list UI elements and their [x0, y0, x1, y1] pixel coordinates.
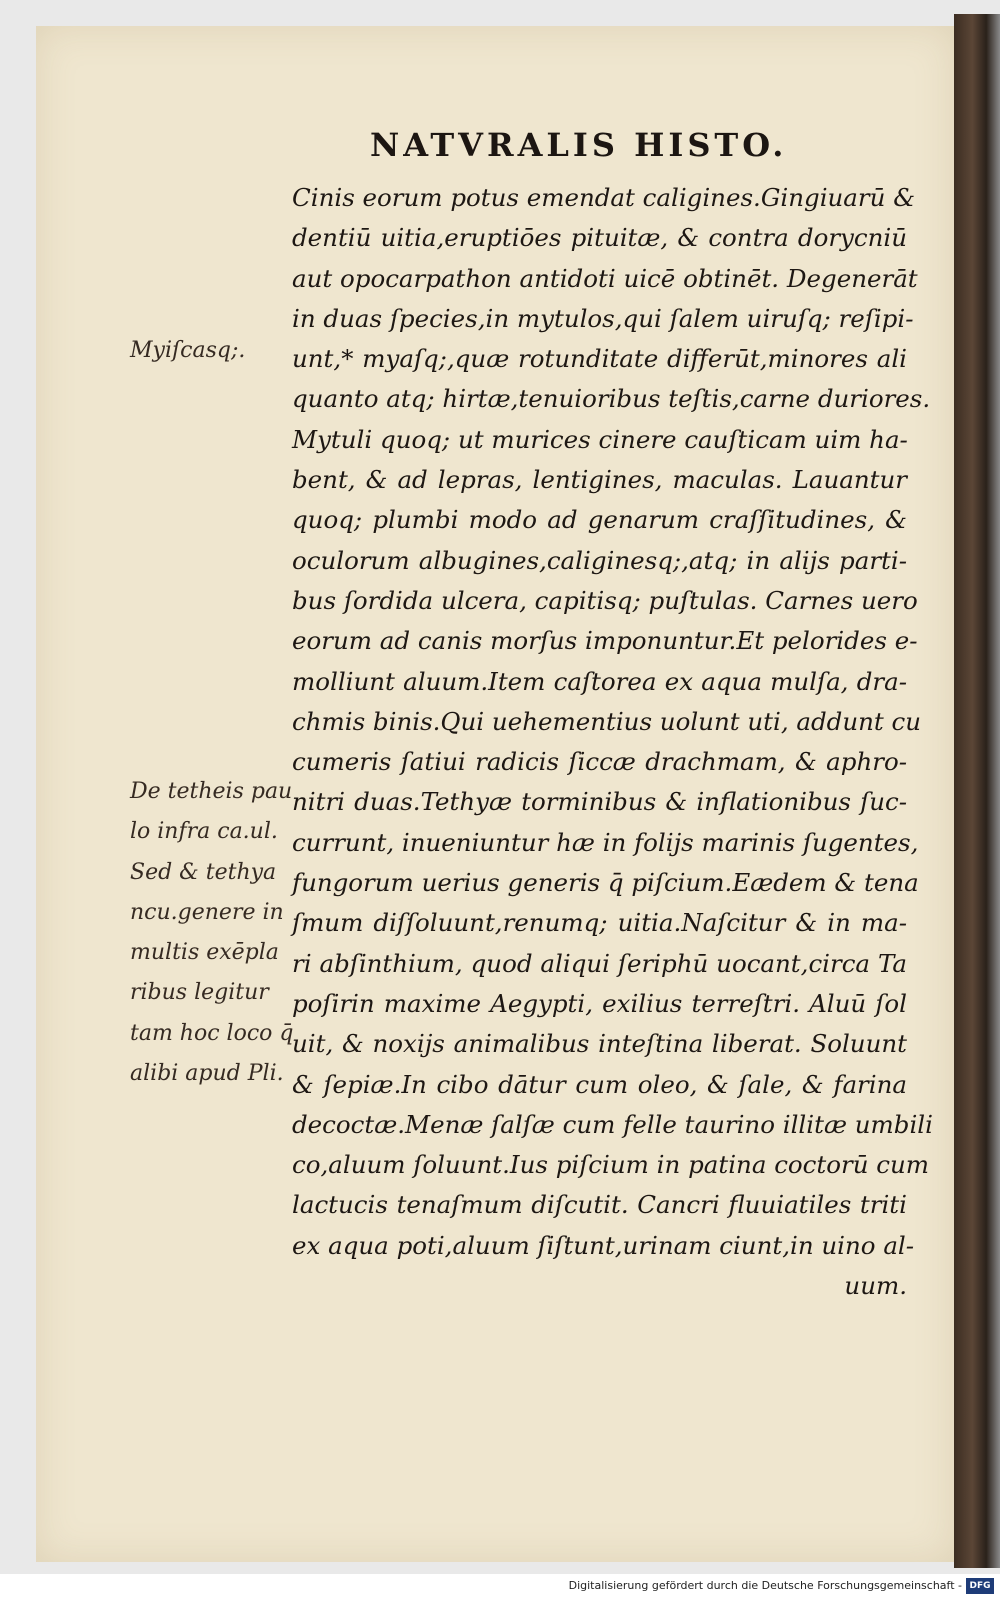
text-line: oculorum albugines,caliginesq;,atq; in alijs parti- — [292, 545, 907, 575]
text-line: bent, & ad lepras, lentigines, maculas. Lauantur — [292, 465, 907, 495]
text-line: lactucis tenaſmum diſcutit. Cancri fluuiatiles triti — [292, 1190, 907, 1220]
text-line: ri abſinthium, quod aliqui ſeriphū uocant,circa Ta — [292, 948, 907, 978]
text-line: eorum ad canis morſus imponuntur.Et pelorides e- — [292, 626, 918, 656]
text-line: ex aqua poti,aluum ſiſtunt,urinam ciunt,in uino al- — [292, 1230, 915, 1260]
text-line: aut opocarpathon antidoti uicē obtinēt. Degenerāt — [292, 263, 918, 293]
text-line: currunt, inueniuntur hæ in folijs marinis ſugentes, — [292, 827, 919, 857]
margin-note-line: multis exēpla — [130, 940, 279, 966]
margin-note-line: alibi apud Pli. — [130, 1061, 284, 1087]
text-line: uit, & noxijs animalibus inteſtina liberat. Soluunt — [292, 1029, 907, 1059]
footer-credit: Digitalisierung gefördert durch die Deutsche Forschungsgemeinschaft - — [568, 1579, 962, 1592]
text-line: cumeris ſatiui radicis ſiccæ drachmam, & aphro- — [292, 747, 907, 777]
margin-note-tethea — [130, 772, 293, 1094]
footer-bar — [0, 1574, 1000, 1600]
text-line: co,aluum ſoluunt.Ius piſcium in patina coctorū cum — [292, 1150, 930, 1180]
margin-note-line: lo infra ca.ul. — [130, 819, 278, 845]
text-line: ſmum diſſoluunt,renumq; uitia.Naſcitur & in ma- — [292, 908, 907, 938]
margin-note-line: tam hoc loco q̄ — [130, 1020, 294, 1046]
margin-note-myiscas: Myiſcasq;. — [130, 338, 246, 363]
text-line: quoq; plumbi modo ad genarum craſſitudines, & — [292, 505, 907, 535]
text-line: chmis binis.Qui uehementius uolunt uti, addunt cu — [292, 706, 922, 736]
text-line: & ſepiæ.In cibo dātur cum oleo, & ſale, & farina — [292, 1069, 907, 1099]
text-line: dentiū uitia,eruptiōes pituitæ, & contra dorycniū — [292, 223, 907, 253]
main-text-block — [292, 178, 933, 1306]
text-line: nitri duas.Tethyæ torminibus & inflationibus ſuc- — [292, 787, 907, 817]
text-line-catchword: uum. — [844, 1271, 907, 1301]
running-title: NATVRALIS HISTO. — [370, 126, 788, 164]
text-line: poſirin maxime Aegypti, exilius terreſtri. Aluū ſol — [292, 988, 907, 1018]
text-line: quanto atq; hirtæ,tenuioribus teſtis,carne duriores. — [292, 384, 931, 414]
text-line: Mytuli quoq; ut murices cinere cauſticam uim ha- — [292, 424, 908, 454]
margin-note-line: ribus legitur — [130, 980, 269, 1006]
text-line: Cinis eorum potus emendat caligines.Gingiuarū & — [292, 183, 916, 212]
text-line: molliunt aluum.Item caſtorea ex aqua mulſa, dra- — [292, 666, 907, 696]
margin-note-line: Sed & tethya — [130, 859, 277, 885]
text-line: unt,* myaſq;,quæ rotunditate differūt,minores ali — [292, 344, 907, 374]
book-spine — [954, 14, 1000, 1568]
text-line: bus ſordida ulcera, capitisq; puſtulas. Carnes uero — [292, 585, 918, 615]
margin-note-line: ncu.genere in — [130, 899, 284, 925]
text-line: in duas ſpecies,in mytulos,qui ſalem uiruſq; reſipi- — [292, 303, 914, 333]
text-line: fungorum uerius generis q̄ piſcium.Eædem & tena — [292, 868, 919, 898]
margin-note-line: De tetheis pau — [130, 779, 293, 804]
dfg-logo-icon: DFG — [966, 1578, 994, 1594]
text-line: decoctæ.Menæ ſalſæ cum felle taurino illitæ umbili — [292, 1109, 933, 1139]
